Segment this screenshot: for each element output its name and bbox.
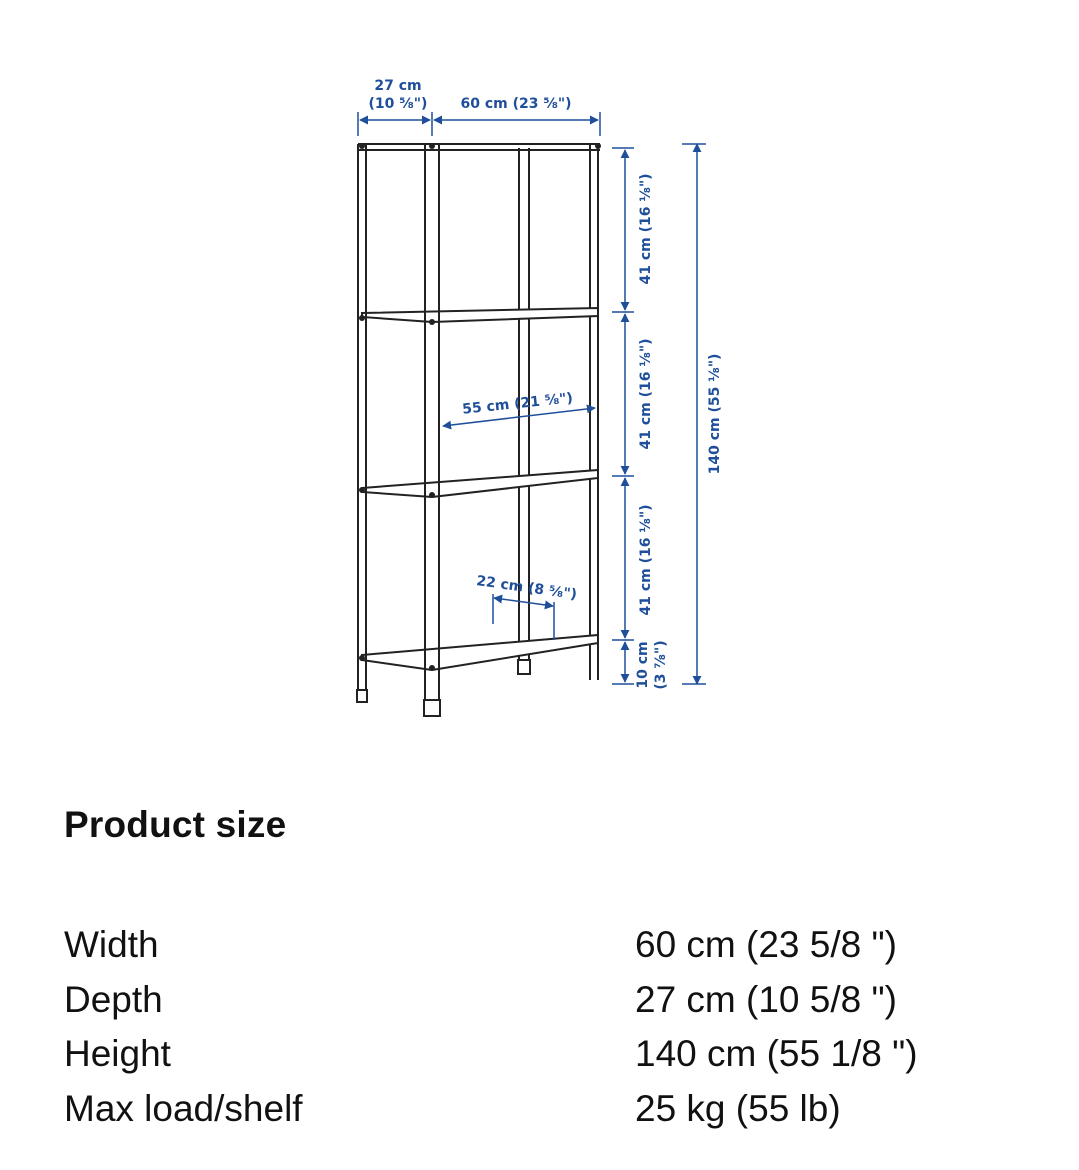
spec-label: Width	[64, 924, 159, 966]
spec-row-height	[64, 1027, 1024, 1082]
spec-value: 60 cm (23 5/8 ")	[635, 924, 897, 966]
shelf-illustration	[357, 143, 601, 716]
depth-top-inch-label: (10 ⅝")	[368, 96, 428, 112]
spec-row-width	[64, 918, 1024, 973]
product-size-table	[64, 918, 1024, 1136]
spec-label: Max load/shelf	[64, 1087, 303, 1129]
bottom-gap-inch-label: (3 ⅞")	[653, 640, 669, 690]
spec-label: Depth	[64, 978, 163, 1020]
spec-row-max-load	[64, 1082, 1024, 1137]
depth-top-label: 27 cm	[374, 78, 422, 94]
inner-width-label: 55 cm (21 ⅝")	[461, 390, 574, 418]
spec-value: 27 cm (10 5/8 ")	[635, 978, 897, 1020]
width-top-label: 60 cm (23 ⅝")	[460, 96, 572, 112]
spec-value: 25 kg (55 lb)	[635, 1087, 841, 1129]
spec-value: 140 cm (55 1/8 ")	[635, 1033, 918, 1075]
shelf-gap-label-2: 41 cm (16 ⅛")	[638, 338, 654, 450]
shelf-gap-label-1: 41 cm (16 ⅛")	[638, 173, 654, 285]
bottom-gap-label: 10 cm	[635, 641, 651, 689]
spec-row-depth	[64, 973, 1024, 1028]
spec-label: Height	[64, 1033, 171, 1075]
shelf-gap-label-3: 41 cm (16 ⅛")	[638, 504, 654, 616]
height-total-label: 140 cm (55 ⅛")	[707, 353, 723, 475]
inner-depth-label: 22 cm (8 ⅝")	[475, 573, 578, 604]
product-size-title: Product size	[64, 804, 287, 845]
